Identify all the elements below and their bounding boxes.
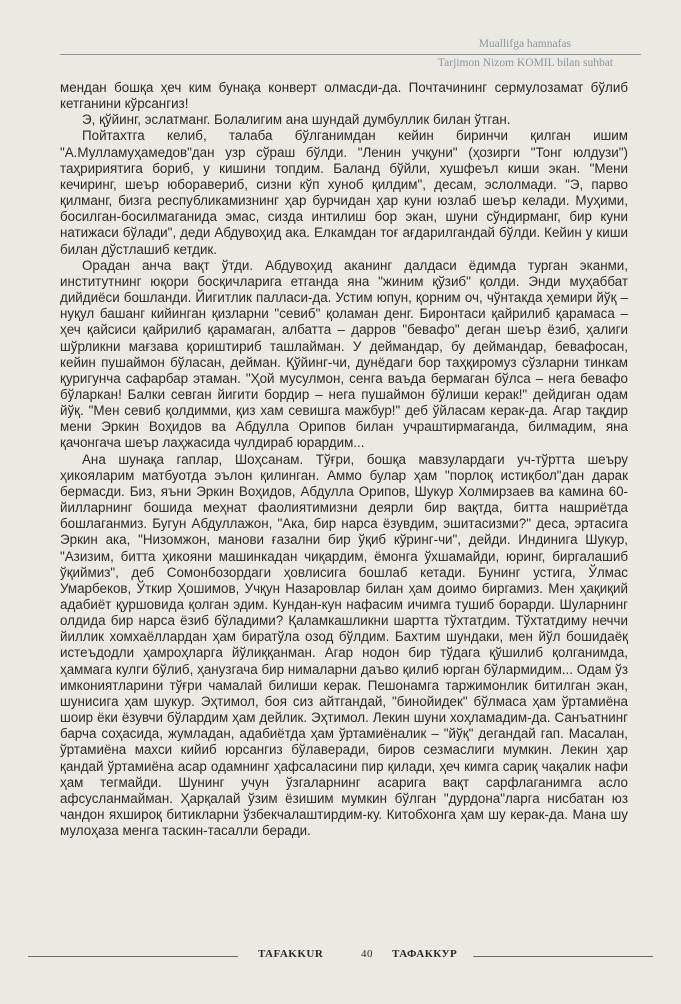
running-header: [60, 36, 641, 71]
paragraph: мендан бошқа ҳеч ким бунақа конверт олмасди-да. Почтачининг сермулозамат бўлиб кетганини кўрсангиз!: [60, 80, 628, 112]
page-number: 40: [361, 948, 373, 960]
page-footer: [28, 948, 653, 964]
journal-name-latin: TAFAKKUR: [258, 948, 324, 960]
footer-rule-left: [28, 956, 238, 957]
article-body: [60, 80, 628, 839]
section-title: Muallifga hamnafas: [478, 38, 571, 50]
paragraph: Пойтахтга келиб, талаба бўлганимдан кейин биринчи қилган ишим "А.Мулламуҳамедов"дан узр сўраш бўлди. "Ленин учқуни" (ҳозирги "Тонг юлдузи") таҳририятига бориб, у кишини топдим. Баланд бўйли, хушфеъл киши экан. "Мени кечиринг, шеър юборавериб, сизни кўп хуноб қилдим", десам, эслолмади. "Э, парво қилманг, бизга республикамизнинг ҳар бурчидан ҳар куни юзлаб шеър келади. Муҳими, босилган-босилмаганида эмас, сизда интилиш бор экан, шуни сўндирманг, бир куни натижаси бўлади", деди Абдувоҳид ака. Елкамдан тоғ ағдарилгандай бўлди. Кейин у киши билан дўстлашиб кетдик.: [60, 128, 628, 257]
paragraph: Орадан анча вақт ўтди. Абдувоҳид аканинг далдаси ёдимда турган эканми, институтнинг юқори босқичларига етганда яна "жиним қўзиб" қолди. Энди муҳаббат дийдиёси бошланди. Йигитлик палласи-да. Устим юпун, қорним оч, чўнтакда ҳемири йўқ – нуқул башанг кийинган қизларни "севиб" қоламан денг. Биронтаси қайрилиб қарамаса – ҳеч қайсиси қайрилиб қарамаган, албатта – дарров "бевафо" деган шеър ёзиб, ҳалиги шўрликни мағзава қориштириб ташлайман. У деймандар, бу деймандар, бевафосан, кейин пушаймон бўласан, дейман. Қўйинг-чи, дунёдаги бор таҳқиромуз сўзларни тинкам қуригунча сафарбар этаман. "Ҳой мусулмон, сенга ваъда бермаган бўлса – нега бевафо бўларкан! Балки севган йигити бордир – нега пушаймон бўлиши керак!" дейдиган одам йўқ. "Мен севиб қолдимми, қиз хам севишга мажбур!" деб ўйласам керак-да. Агар тақдир мени Эркин Воҳидов ва Абдулла Орипов билан учраштирмаганда, билмадим, яна қачонгача шеър лаҳжасида чулдираб юрардим...: [60, 257, 628, 451]
journal-name-cyrillic: ТАФАККУР: [392, 948, 458, 960]
paragraph: Э, қўйинг, эслатманг. Болалигим ана шундай думбуллик билан ўтган.: [82, 112, 511, 128]
footer-rule-right: [473, 956, 653, 957]
paragraph: Ана шунақа гаплар, Шоҳсанам. Тўғри, бошқа мавзулардаги уч-тўртта шеъру ҳикояларим матбуотда эълон қилинган. Аммо булар ҳам "порлоқ истиқбол"дан дарак бермасди. Биз, яъни Эркин Воҳидов, Абдулла Орипов, Шукур Холмирзаев ва камина 60-йилларнинг бошида меҳнат фаолиятимизни деярли бир вақтда, битта нашриётда бошлаганмиз. Бугун Абдуллажон, "Ака, бир нарса ёзувдим, эшитасизми?" деса, эртасига Эркин ака, "Низомжон, манови ғазални бир ўқиб кўринг-чи", дейди. Индинига Шукур, "Азизим, битта ҳикояни машинкадан чиқардим, ёмонга ўхшамайди, юринг, биргалашиб ўқиймиз", деб Сомонбозордаги ҳовлисига бошлаб кетади. Бунинг устига, Ўлмас Умарбеков, Ўткир Ҳошимов, Учқун Назаровлар билан ҳам доимо биргамиз. Мен ҳақиқий адабиёт қуршовида қолган эдим. Кундан-кун нафасим ичимга тушиб борарди. Шуларнинг олдида бир нарса ёзиб бўладими? Қаламкашликни шартта тўхтатдим. Тўхтатдиму неччи йиллик хомхаёллардан ҳам биратўла озод бўлдим. Бахтим шундаки, мен йўл бошидаёқ истеъдодли ҳамроҳларга йўлиққанман. Агар нодон бир тўдага қўшилиб қолганимда, ҳаммага кулги бўлиб, ҳанузгача бир нималарни даъво қилиб юрган бўлармидим... Одам ўз имкониятларини тўғри чамалай билиши керак. Пешонамга таржимонлик битилган экан, шунисига ҳам шукур. Эҳтимол, боя сиз айтгандай, "бинойидек" бўлмаса ҳам ўртамиёна шоир ёки ёзувчи бўлардим ҳам дейлик. Эҳтимол. Лекин шуни хоҳламадим-да. Санъатнинг барча соҳасида, жумладан, адабиётда ҳам ўртамиёналик – "йўқ" дегандай гап. Масалан, ўртамиёна махси кийиб юрсангиз бўлаверади, биров сезмаслиги мумкин. Лекин ҳар қандай ўртамиёна асар одамнинг ҳафсаласини пир қилади, ҳеч кимга сариқ чақалик нафи ҳам тегмайди. Шунинг учун ўзгаларнинг асарига вақт сарфлаганимга асло афсусланмайман. Ҳарқалай ўзим ёзишим мумкин бўлган "дурдона"ларга нисбатан юз чандон яхшироқ битикларни ўзбекчалаштирдим-ку. Китобхонга ҳам шу керак-да. Мана шу мулоҳаза менга таскин-тасалли беради.: [60, 451, 628, 839]
interview-subtitle: Tarjimon Nizom KOMIL bilan suhbat: [437, 57, 613, 69]
